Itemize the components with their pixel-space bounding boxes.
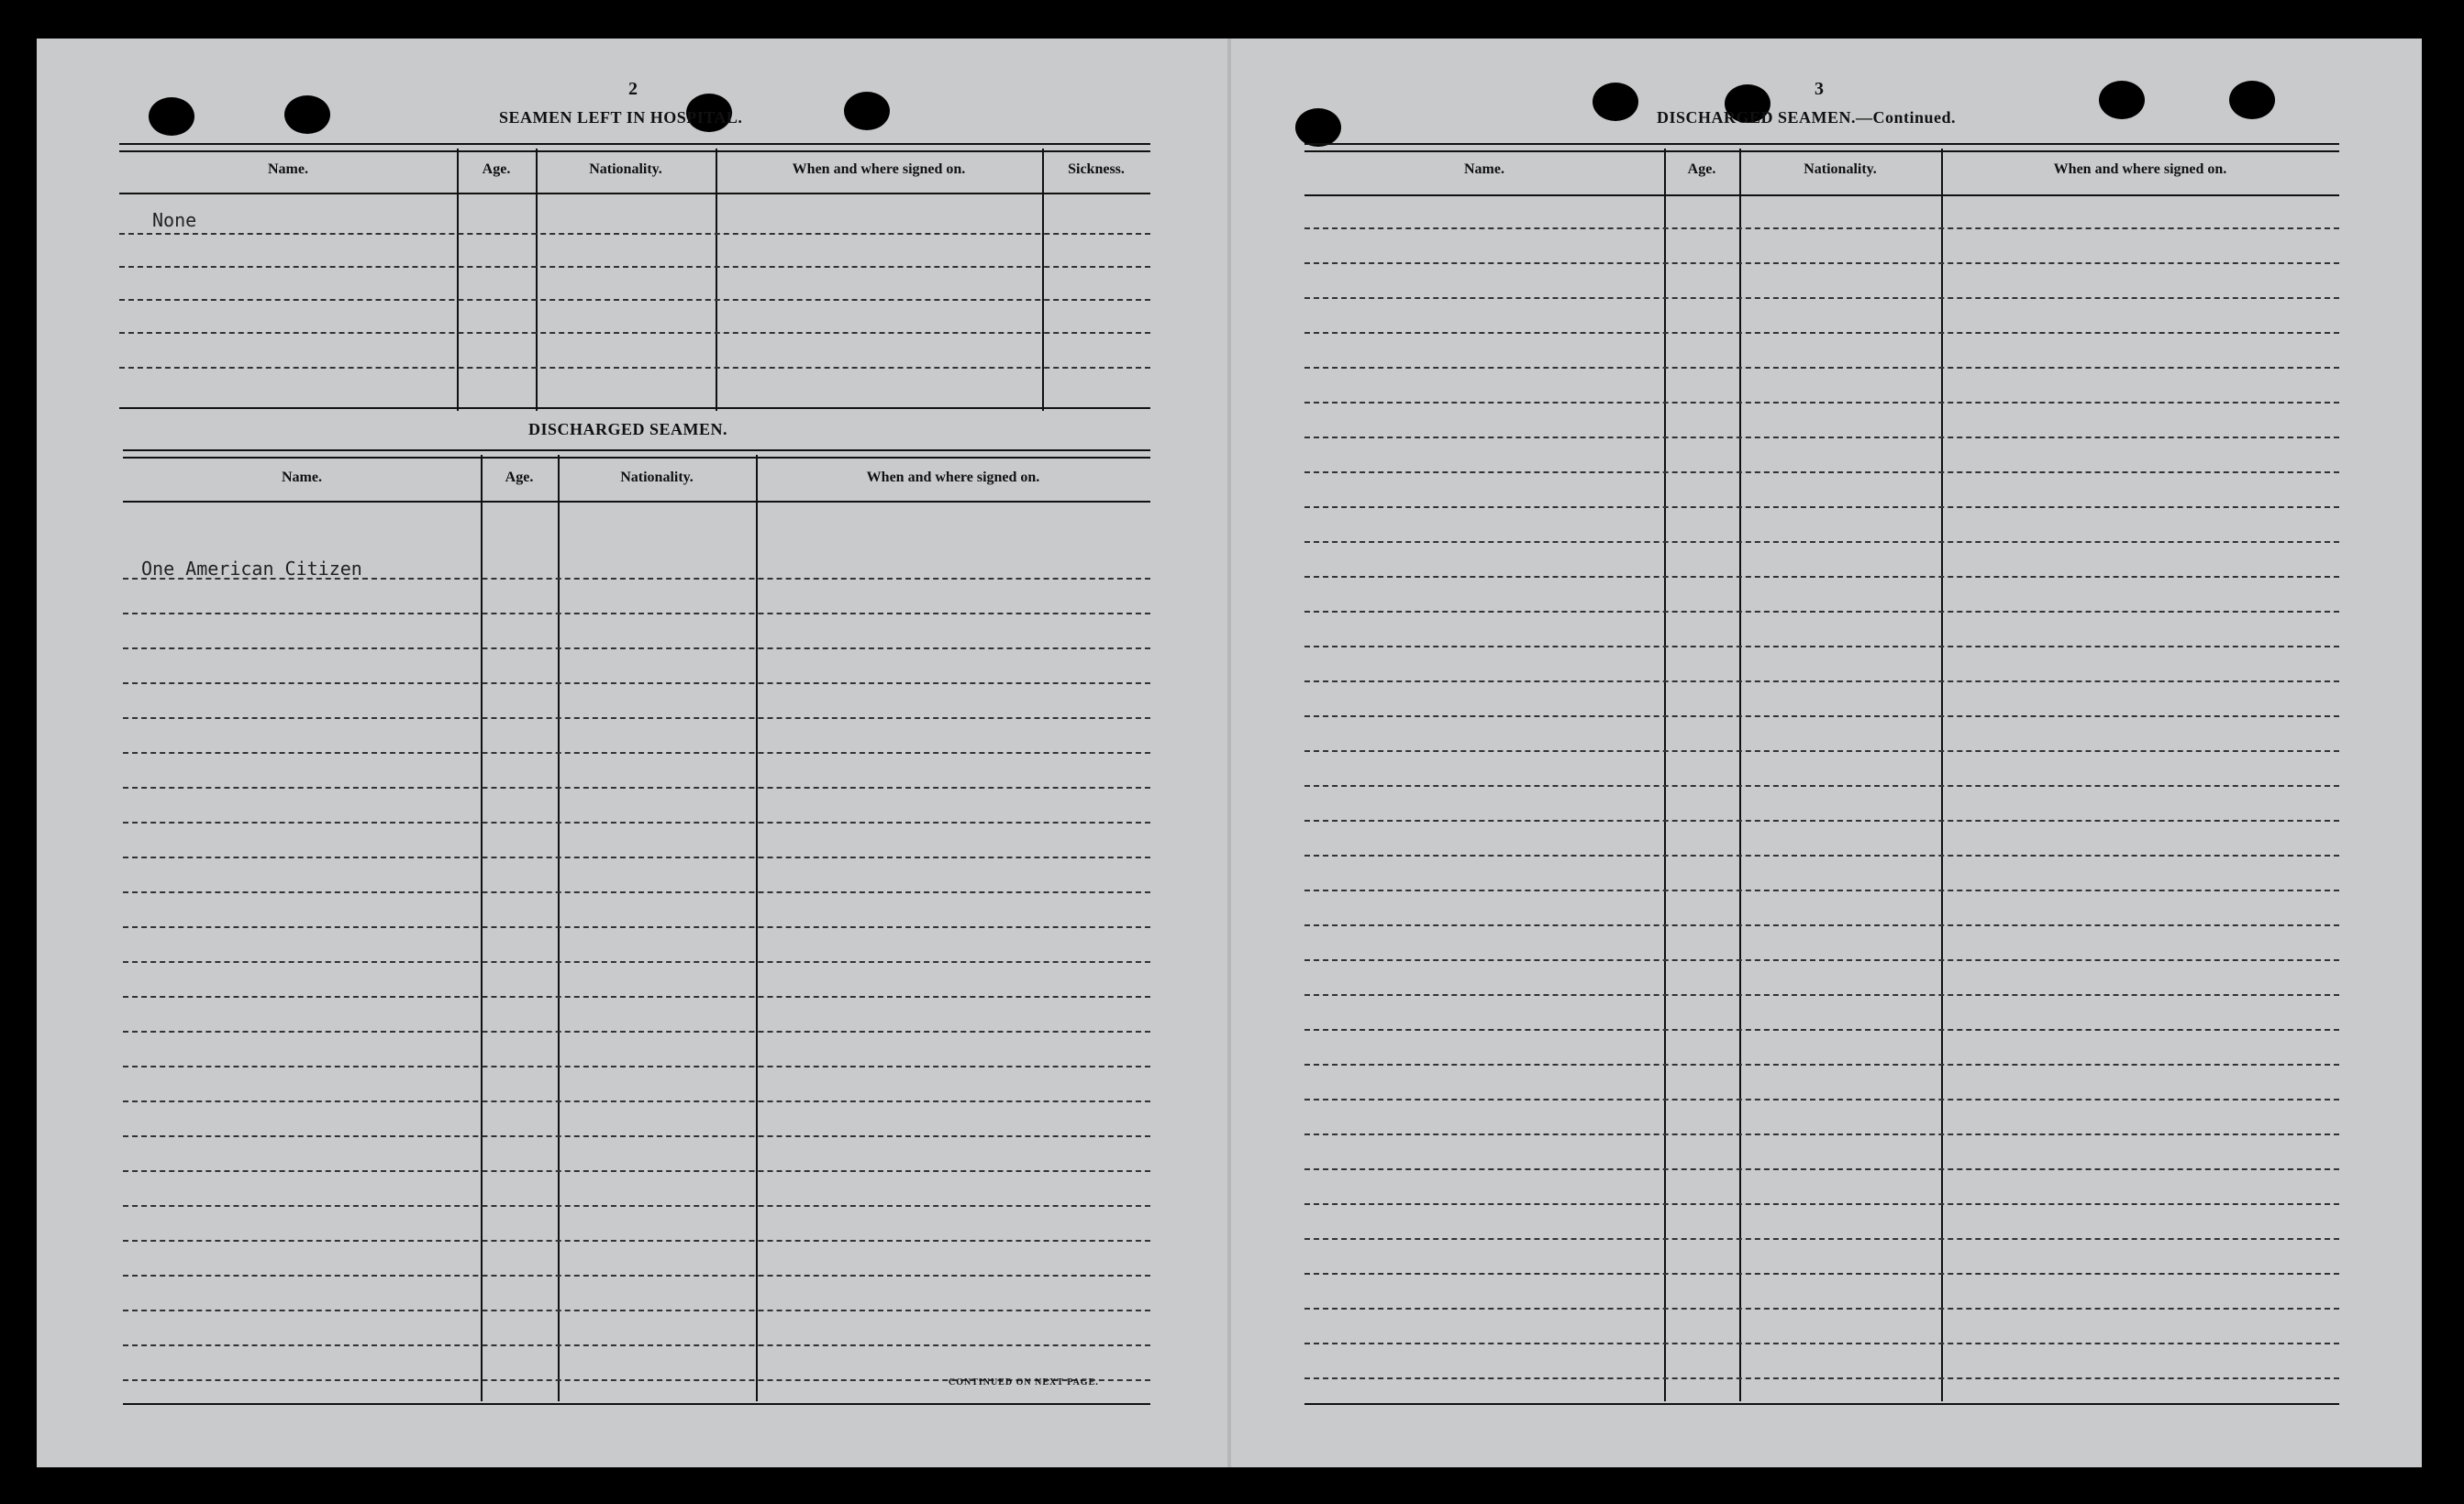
ruled-line <box>1304 820 2339 822</box>
col-header-age: Age. <box>505 470 534 485</box>
table-bottom-rule <box>123 1403 1150 1405</box>
ruled-line <box>123 961 1150 963</box>
col-header-age: Age. <box>482 161 511 177</box>
ruled-line <box>1304 1203 2339 1205</box>
col-header-nationality: Nationality. <box>620 470 694 485</box>
ruled-line <box>123 613 1150 614</box>
column-divider <box>1664 149 1666 1401</box>
punch-hole-2 <box>284 95 330 134</box>
ruled-line <box>119 332 1150 334</box>
ruled-line <box>1304 855 2339 857</box>
ruled-line <box>119 367 1150 369</box>
ruled-line <box>1304 262 2339 264</box>
col-header-nationality: Nationality. <box>1804 161 1877 177</box>
ruled-line <box>1304 715 2339 717</box>
ruled-line <box>1304 1064 2339 1066</box>
table-top-rule <box>119 143 1150 152</box>
ruled-line <box>123 1310 1150 1311</box>
punch-hole-9 <box>2229 81 2275 119</box>
hospital-table <box>119 143 1150 409</box>
ruled-line <box>1304 1168 2339 1170</box>
ruled-line <box>1304 437 2339 438</box>
ruled-line <box>123 1275 1150 1277</box>
ruled-line <box>1304 994 2339 996</box>
ruled-line <box>123 891 1150 893</box>
ruled-line <box>1304 1238 2339 1240</box>
ruled-line <box>1304 576 2339 578</box>
column-divider <box>481 455 483 1401</box>
table-top-rule <box>123 449 1150 459</box>
ruled-line <box>123 996 1150 998</box>
ruled-line <box>123 1100 1150 1102</box>
page-number-left: 2 <box>628 79 638 99</box>
hospital-entry-name: None <box>152 209 197 231</box>
header-bottom-rule <box>1304 194 2339 196</box>
ruled-line <box>1304 1099 2339 1100</box>
ruled-line <box>1304 471 2339 473</box>
discharged-table-left <box>123 449 1150 1405</box>
punch-hole-8 <box>2099 81 2145 119</box>
column-divider <box>558 455 560 1401</box>
discharged-table-right <box>1304 143 2339 1405</box>
col-header-nationality: Nationality. <box>589 161 662 177</box>
document-sheet <box>37 39 2422 1467</box>
ruled-line <box>123 1066 1150 1067</box>
col-header-signed-on: When and where signed on. <box>866 470 1040 485</box>
ruled-line <box>1304 1308 2339 1310</box>
column-divider <box>1941 149 1943 1401</box>
table-bottom-rule <box>119 407 1150 409</box>
page-fold <box>1227 39 1231 1467</box>
ruled-line <box>123 1031 1150 1033</box>
ruled-line <box>123 578 1150 580</box>
col-header-sickness: Sickness. <box>1068 161 1125 177</box>
punch-hole-5 <box>1295 108 1341 147</box>
ruled-line <box>123 1240 1150 1242</box>
ruled-line <box>1304 1029 2339 1031</box>
ruled-line <box>123 682 1150 684</box>
ruled-line <box>119 233 1150 235</box>
ruled-line <box>1304 646 2339 647</box>
ruled-line <box>1304 227 2339 229</box>
punch-hole-1 <box>149 97 194 136</box>
col-header-name: Name. <box>268 161 308 177</box>
ruled-line <box>123 1170 1150 1172</box>
ruled-line <box>1304 297 2339 299</box>
discharged-section-title: DISCHARGED SEAMEN. <box>528 420 728 438</box>
ruled-line <box>123 647 1150 649</box>
ruled-line <box>1304 1343 2339 1344</box>
col-header-signed-on: When and where signed on. <box>792 161 966 177</box>
ruled-line <box>123 926 1150 928</box>
table-top-rule <box>1304 143 2339 152</box>
ruled-line <box>1304 785 2339 787</box>
ruled-line <box>1304 402 2339 404</box>
ruled-line <box>123 1344 1150 1346</box>
header-bottom-rule <box>119 193 1150 194</box>
ruled-line <box>1304 611 2339 613</box>
ruled-line <box>119 266 1150 268</box>
column-divider <box>1739 149 1741 1401</box>
ruled-line <box>1304 1273 2339 1275</box>
ruled-line <box>123 822 1150 824</box>
ruled-line <box>123 717 1150 719</box>
column-divider <box>756 455 758 1401</box>
ruled-line <box>1304 541 2339 543</box>
col-header-signed-on: When and where signed on. <box>2053 161 2227 177</box>
col-header-name: Name. <box>282 470 322 485</box>
ruled-line <box>1304 1377 2339 1379</box>
ruled-line <box>123 857 1150 858</box>
column-divider <box>1042 149 1044 411</box>
page-number-right: 3 <box>1815 79 1824 99</box>
header-bottom-rule <box>123 501 1150 503</box>
hospital-section-title: SEAMEN LEFT IN HOSPITAL. <box>499 108 743 127</box>
ruled-line <box>1304 1134 2339 1135</box>
col-header-name: Name. <box>1464 161 1504 177</box>
col-header-age: Age. <box>1687 161 1716 177</box>
ruled-line <box>123 752 1150 754</box>
ruled-line <box>123 787 1150 789</box>
table-bottom-rule <box>1304 1403 2339 1405</box>
ruled-line <box>1304 959 2339 961</box>
column-divider <box>716 149 717 411</box>
ruled-line <box>119 299 1150 301</box>
column-divider <box>536 149 538 411</box>
continued-note: CONTINUED ON NEXT PAGE. <box>949 1377 1099 1388</box>
ruled-line <box>123 1205 1150 1207</box>
ruled-line <box>1304 680 2339 682</box>
ruled-line <box>1304 890 2339 891</box>
punch-hole-4 <box>844 92 890 130</box>
punch-hole-6 <box>1593 83 1638 121</box>
ruled-line <box>123 1135 1150 1137</box>
ruled-line <box>1304 367 2339 369</box>
ruled-line <box>1304 750 2339 752</box>
ruled-line <box>1304 924 2339 926</box>
column-divider <box>457 149 459 411</box>
ruled-line <box>1304 506 2339 508</box>
discharged-entry-name: One American Citizen <box>141 558 362 580</box>
discharged-continued-title: DISCHARGED SEAMEN.—Continued. <box>1657 108 1957 127</box>
ruled-line <box>1304 332 2339 334</box>
